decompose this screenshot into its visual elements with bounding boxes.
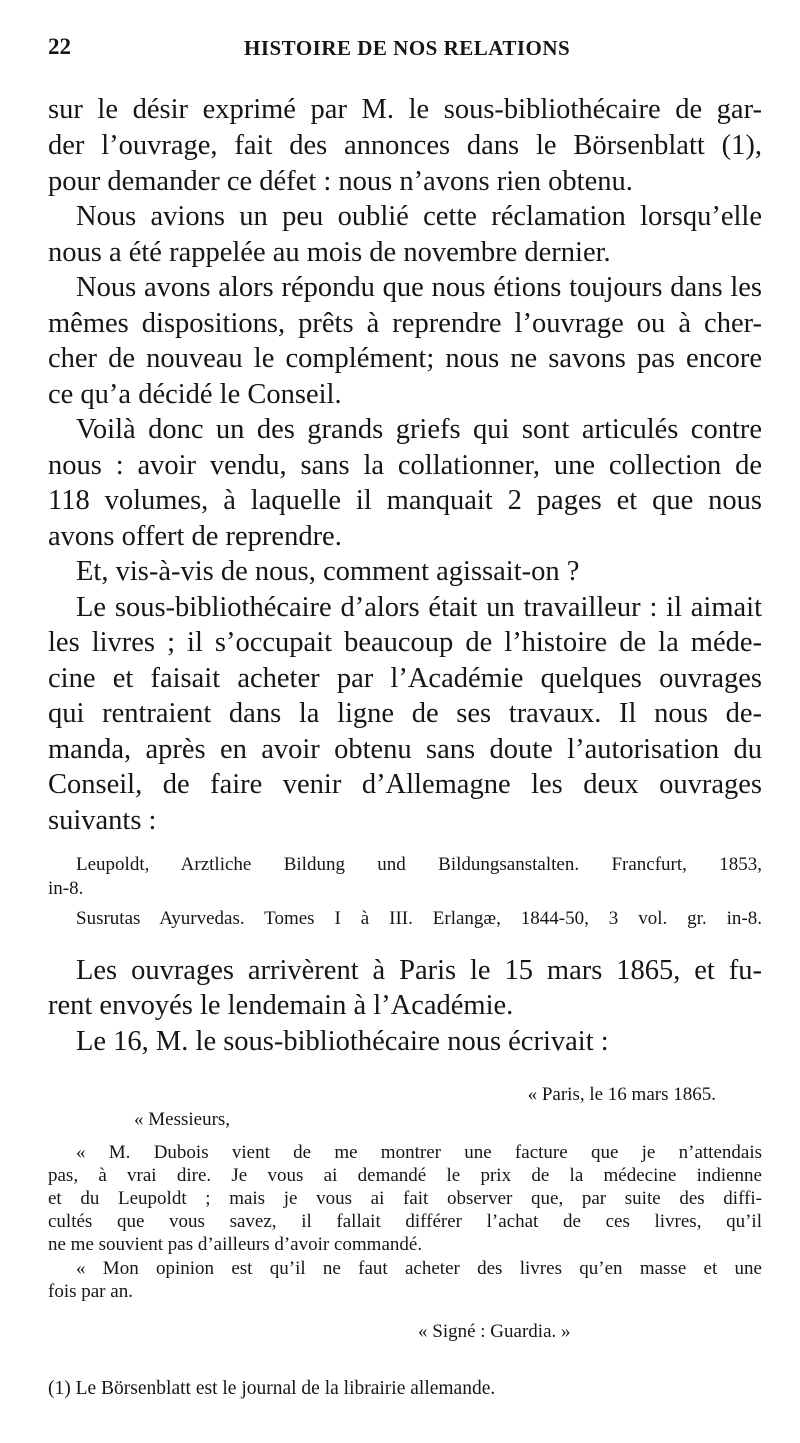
body-text-line: les livres ; il s’occupait beaucoup de l’histoire de la méde- [48, 627, 762, 658]
body-text-line: sur le désir exprimé par M. le sous-bibliothécaire de gar- [48, 94, 762, 125]
reference-line: Susrutas Ayurvedas. Tomes I à III. Erlangæ, 1844-50, 3 vol. gr. in-8. [76, 908, 762, 929]
body-text-line: avons offert de reprendre. [48, 521, 342, 552]
body-text-line: nous a été rappelée au mois de novembre dernier. [48, 237, 611, 268]
body-text-line: qui rentraient dans la ligne de ses travaux. Il nous de- [48, 698, 762, 729]
body-text-line: ce qu’a décidé le Conseil. [48, 379, 342, 410]
body-text-line: Nous avions un peu oublié cette réclamation lorsqu’elle [76, 201, 762, 232]
letter-text-line: fois par an. [48, 1281, 133, 1302]
body-text-line: 118 volumes, à laquelle il manquait 2 pages et que nous [48, 485, 762, 516]
running-head [48, 34, 768, 64]
reference-line: in-8. [48, 878, 84, 899]
body-text-line: Les ouvrages arrivèrent à Paris le 15 mars 1865, et fu- [76, 955, 762, 986]
letter-dateline: « Paris, le 16 mars 1865. [527, 1084, 716, 1105]
body-text-line: Et, vis-à-vis de nous, comment agissait-on ? [76, 556, 580, 587]
body-text-line: der l’ouvrage, fait des annonces dans le Börsenblatt (1), [48, 130, 762, 161]
body-text-line: Le 16, M. le sous-bibliothécaire nous écrivait : [76, 1026, 609, 1057]
letter-signature: « Signé : Guardia. » [418, 1321, 571, 1342]
body-text-line: Le sous-bibliothécaire d’alors était un travailleur : il aimait [76, 592, 762, 623]
body-text-line: cine et faisait acheter par l’Académie quelques ouvrages [48, 663, 762, 694]
body-text-line: suivants : [48, 805, 157, 836]
body-text-line: manda, après en avoir obtenu sans doute l’autorisation du [48, 734, 762, 765]
letter-text-line: ne me souvient pas d’ailleurs d’avoir commandé. [48, 1234, 423, 1255]
reference-line: Leupoldt, Arztliche Bildung und Bildungsanstalten. Francfurt, 1853, [76, 854, 762, 875]
letter-text-line: cultés que vous savez, il fallait différer l’achat de ces livres, qu’il [48, 1211, 762, 1232]
page-number: 22 [48, 34, 71, 59]
letter-text-line: « M. Dubois vient de me montrer une facture que je n’attendais [76, 1142, 762, 1163]
letter-text-line: « Mon opinion est qu’il ne faut acheter des livres qu’en masse et une [76, 1258, 762, 1279]
body-text-line: Voilà donc un des grands griefs qui sont articulés contre [76, 414, 762, 445]
body-text-line: mêmes dispositions, prêts à reprendre l’ouvrage ou à cher- [48, 308, 762, 339]
body-text-line: cher de nouveau le complément; nous ne savons pas encore [48, 343, 762, 374]
letter-salutation: « Messieurs, [134, 1109, 231, 1130]
body-text-line: Nous avons alors répondu que nous étions toujours dans les [76, 272, 762, 303]
letter-text-line: et du Leupoldt ; mais je vous ai fait observer que, par suite des diffi- [48, 1188, 762, 1209]
footnote: (1) Le Börsenblatt est le journal de la librairie allemande. [48, 1378, 496, 1399]
letter-text-line: pas, à vrai dire. Je vous ai demandé le prix de la médecine indienne [48, 1165, 762, 1186]
running-title: HISTOIRE DE NOS RELATIONS [244, 36, 571, 60]
body-text-line: nous : avoir vendu, sans la collationner, une collection de [48, 450, 762, 481]
body-text-line: rent envoyés le lendemain à l’Académie. [48, 990, 514, 1021]
body-text-line: Conseil, de faire venir d’Allemagne les deux ouvrages [48, 769, 762, 800]
body-text-line: pour demander ce défet : nous n’avons rien obtenu. [48, 166, 633, 197]
